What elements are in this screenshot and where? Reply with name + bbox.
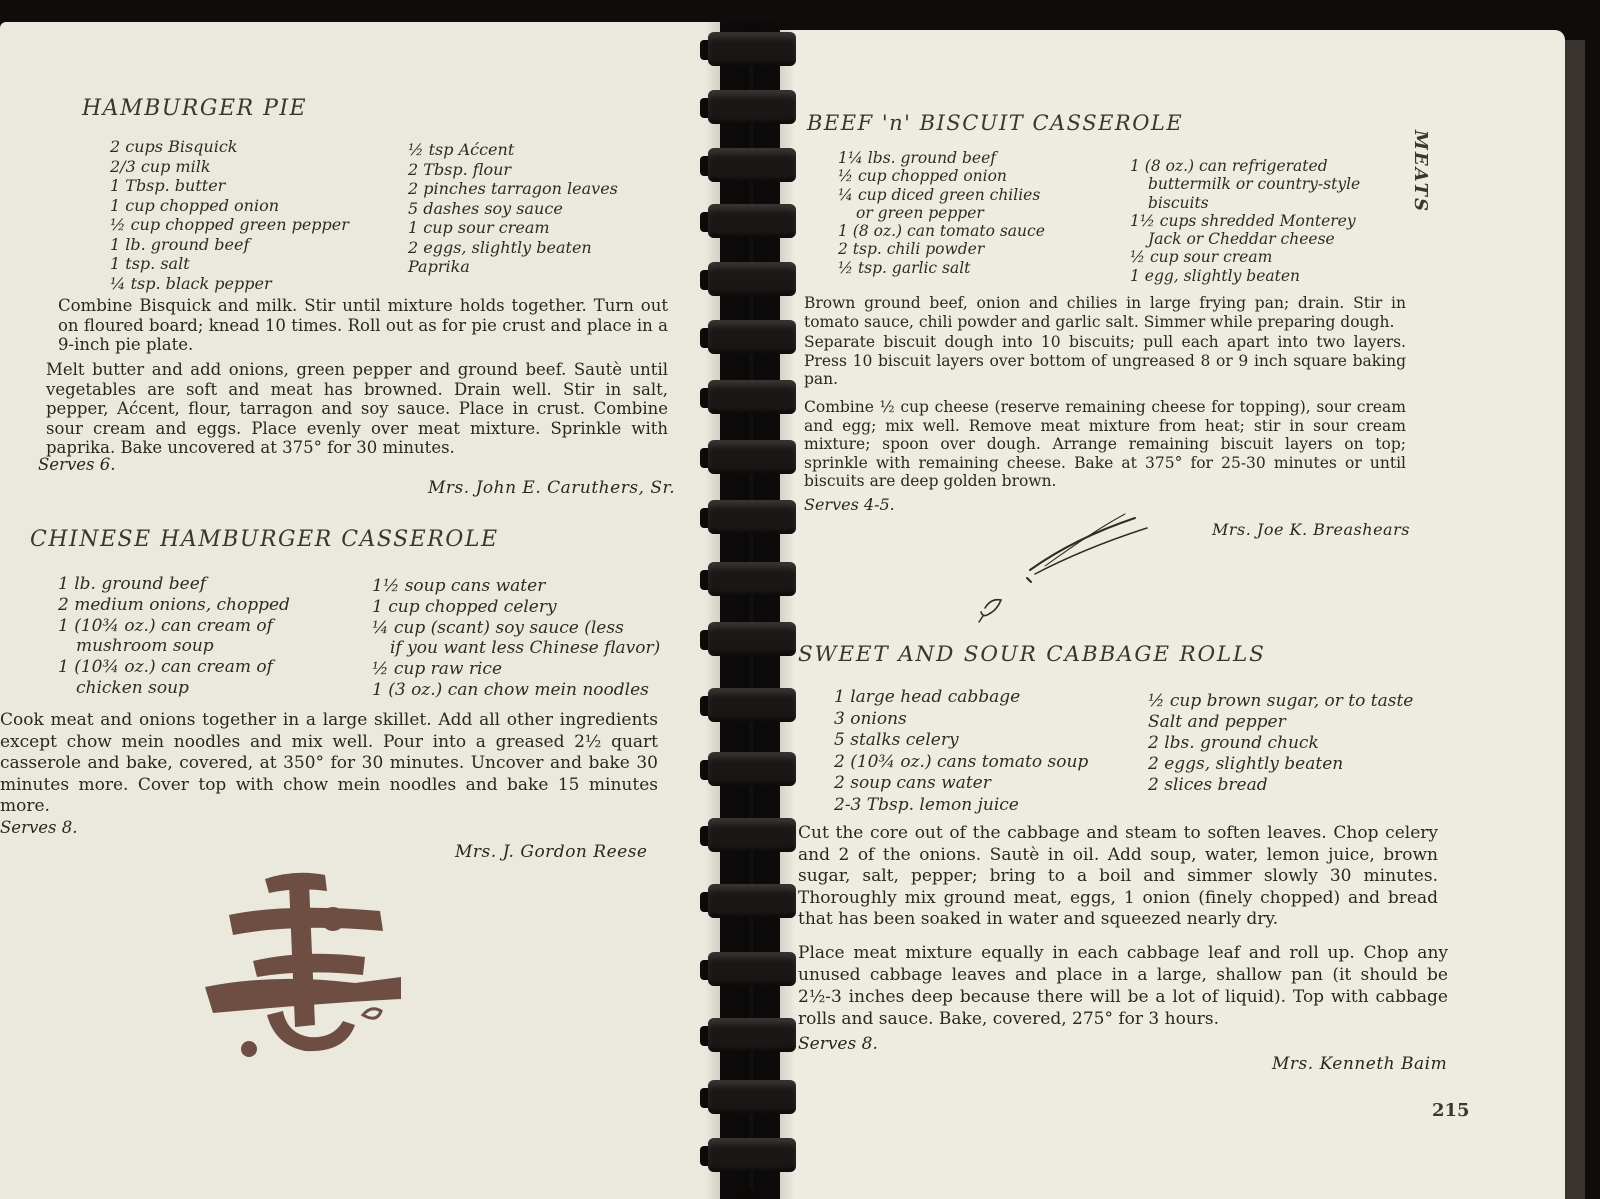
- binding-coil-ring: [708, 622, 796, 656]
- binding-coil-ring: [708, 752, 796, 786]
- ingredient: 1½ cups shredded Monterey: [1130, 211, 1356, 230]
- beef-biscuit-serves: Serves 4-5.: [804, 495, 895, 514]
- binding-coil-ring: [708, 688, 796, 722]
- ingredient: 1 cup chopped onion: [110, 195, 280, 215]
- binding-coil-ring: [708, 440, 796, 474]
- ingredient: Paprika: [408, 257, 470, 276]
- ingredient: mushroom soup: [76, 636, 214, 657]
- binding-coil-ring: [708, 148, 796, 182]
- ingredient: Salt and pepper: [1148, 712, 1286, 732]
- ingredient: 2 eggs, slightly beaten: [1148, 754, 1344, 774]
- cabbage-rolls-step-1: Cut the core out of the cabbage and steam to soften leaves. Chop celery and 2 of the onions. Sautè in oil. Add soup, water, lemon juice, brown sugar, salt, pepper; bring to a boil and simmer slowly 30 minutes. Thoroughly mix ground meat, eggs, 1 onion (finely chopped) and bread that has been soaked in water and squeezed nearly dry.: [798, 823, 1438, 930]
- book-edge: [1565, 40, 1585, 1199]
- chinese-casserole-signature: Mrs. J. Gordon Reese: [455, 842, 648, 862]
- ingredient: ½ tsp Aćcent: [408, 140, 515, 159]
- ingredient: 1 cup chopped celery: [372, 596, 557, 617]
- cabbage-rolls-step-2: Place meat mixture equally in each cabbage leaf and roll up. Chop any unused cabbage leaves and place in a large, shallow pan (it should be 2½-3 inches deep because there will be a lot of liquid). Top with cabbage rolls and sauce. Bake, covered, 275° for 3 hours.: [798, 943, 1448, 1029]
- ingredient: 1½ soup cans water: [372, 576, 546, 596]
- page-number: 215: [1432, 1100, 1470, 1121]
- hamburger-pie-signature: Mrs. John E. Caruthers, Sr.: [428, 478, 676, 498]
- ingredient: 2 medium onions, chopped: [58, 594, 290, 615]
- binding-coil-ring: [708, 90, 796, 124]
- binding-coil-ring: [708, 1080, 796, 1114]
- ingredient: 1¼ lbs. ground beef: [838, 149, 996, 167]
- hamburger-pie-step-1: Combine Bisquick and milk. Stir until mixture holds together. Turn out on floured board; knead 10 times. Roll out as for pie crust and place in a 9-inch pie plate.: [58, 296, 668, 354]
- ingredient: 1 lb. ground beef: [58, 574, 207, 594]
- ingredient: biscuits: [1148, 193, 1209, 212]
- beef-biscuit-ingredients-right: [1130, 157, 1360, 285]
- ingredient: 1 Tbsp. butter: [110, 176, 226, 195]
- ingredient: 2 soup cans water: [834, 773, 991, 793]
- ingredient: 5 dashes soy sauce: [408, 198, 563, 218]
- ingredient: 2 Tbsp. flour: [408, 159, 512, 179]
- recipe-title-hamburger-pie: HAMBURGER PIE: [82, 96, 308, 121]
- ingredient: ½ cup raw rice: [372, 659, 502, 680]
- binding-coil-ring: [708, 562, 796, 596]
- cabbage-rolls-ingredients-right: [1148, 691, 1413, 796]
- ingredient: 2 lbs. ground chuck: [1148, 733, 1319, 753]
- ingredient: 1 lb. ground beef: [110, 234, 250, 254]
- ingredient: 1 egg, slightly beaten: [1130, 266, 1301, 285]
- section-label: MEATS: [1410, 130, 1431, 214]
- calligraphy-ornament: [205, 865, 410, 1065]
- beef-biscuit-step-2: Separate biscuit dough into 10 biscuits; pull each apart into two layers. Press 10 biscuit layers over bottom of ungreased 8 or 9 inch square baking pan.: [804, 333, 1406, 388]
- ingredient: 2 eggs, slightly beaten: [408, 237, 592, 257]
- cabbage-rolls-ingredients-left: [834, 687, 1088, 816]
- ink-sketch-ornament: [975, 508, 1165, 628]
- recipe-title-chinese-casserole: CHINESE HAMBURGER CASSEROLE: [30, 527, 499, 552]
- chinese-casserole-serves: Serves 8.: [0, 818, 78, 837]
- recipe-title-beef-biscuit: BEEF 'n' BISCUIT CASSEROLE: [807, 111, 1184, 135]
- ingredient: 5 stalks celery: [834, 730, 959, 750]
- cabbage-rolls-serves: Serves 8.: [798, 1034, 878, 1054]
- chinese-casserole-ingredients-left: [58, 574, 290, 699]
- hamburger-pie-ingredients-right: [408, 140, 618, 277]
- ingredient: 1 (3 oz.) can chow mein noodles: [372, 679, 649, 700]
- ingredient: ¼ tsp. black pepper: [110, 273, 272, 293]
- hamburger-pie-step-2: Melt butter and add onions, green pepper and ground beef. Sautè until vegetables are soft and meat has browned. Drain well. Stir in salt, pepper, Aćcent, flour, tarragon and soy sauce. Place in crust. Combine sour cream and eggs. Place evenly over meat mixture. Sprinkle with paprika. Bake uncovered at 375° for 30 minutes.: [46, 360, 668, 457]
- ingredient: 3 onions: [834, 708, 907, 729]
- cabbage-rolls-signature: Mrs. Kenneth Baim: [1272, 1054, 1448, 1074]
- ingredient: 1 (8 oz.) can refrigerated: [1130, 157, 1328, 175]
- recipe-title-cabbage-rolls: SWEET AND SOUR CABBAGE ROLLS: [798, 642, 1266, 667]
- binding-coil-ring: [708, 262, 796, 296]
- ingredient: ½ cup brown sugar, or to taste: [1148, 691, 1414, 711]
- binding-coil-ring: [708, 204, 796, 238]
- hamburger-pie-serves: Serves 6.: [38, 455, 116, 474]
- ingredient: 1 tsp. salt: [110, 254, 190, 273]
- beef-biscuit-step-1: Brown ground beef, onion and chilies in large frying pan; drain. Stir in tomato sauce, chili powder and garlic salt. Simmer while preparing dough.: [804, 294, 1406, 331]
- ingredient: 2 tsp. chili powder: [838, 240, 985, 259]
- binding-coil-ring: [708, 952, 796, 986]
- ingredient: ½ cup sour cream: [1130, 248, 1273, 267]
- ingredient: ¼ cup (scant) soy sauce (less: [372, 617, 624, 638]
- ingredient: 1 large head cabbage: [834, 687, 1021, 707]
- ingredient: 2-3 Tbsp. lemon juice: [834, 794, 1019, 815]
- ingredient: 2/3 cup milk: [110, 156, 211, 176]
- ingredient: 2 cups Bisquick: [110, 137, 238, 156]
- ingredient: chicken soup: [76, 677, 189, 698]
- binding-coil-ring: [708, 32, 796, 66]
- ingredient: 1 (10¾ oz.) can cream of: [58, 657, 273, 678]
- binding-coil-ring: [708, 1138, 796, 1172]
- beef-biscuit-signature: Mrs. Joe K. Breashears: [1212, 520, 1410, 539]
- beef-biscuit-ingredients-left: [838, 149, 1045, 277]
- binding-coil-ring: [708, 320, 796, 354]
- binding-coil-ring: [708, 500, 796, 534]
- ingredient: 1 (8 oz.) can tomato sauce: [838, 222, 1045, 241]
- ingredient: 2 slices bread: [1148, 775, 1268, 795]
- ingredient: Jack or Cheddar cheese: [1148, 230, 1335, 249]
- binding-coil-ring: [708, 884, 796, 918]
- ingredient: ¼ cup diced green chilies: [838, 185, 1041, 204]
- ingredient: ½ cup chopped onion: [838, 167, 1007, 186]
- binding-coil-ring: [708, 380, 796, 414]
- ingredient: or green pepper: [856, 203, 984, 222]
- ingredient: 1 cup sour cream: [408, 218, 550, 237]
- chinese-casserole-step-1: Cook meat and onions together in a large skillet. Add all other ingredients except chow mein noodles and mix well. Pour into a greased 2½ quart casserole and bake, covered, at 350° for 30 minutes. Uncover and bake 30 minutes more. Cover top with chow mein noodles and bake 15 minutes more.: [0, 710, 658, 816]
- ingredient: 2 pinches tarragon leaves: [408, 179, 618, 198]
- ingredient: ½ tsp. garlic salt: [838, 258, 971, 277]
- ingredient: 1 (10¾ oz.) can cream of: [58, 615, 273, 636]
- beef-biscuit-step-3: Combine ½ cup cheese (reserve remaining cheese for topping), sour cream and egg; mix well. Remove meat mixture from heat; stir in sour cream mixture; spoon over dough. Arrange remaining biscuit layers on top; sprinkle with remaining cheese. Bake at 375° for 25-30 minutes or until biscuits are deep golden brown.: [804, 398, 1406, 490]
- binding-coil-ring: [708, 818, 796, 852]
- ingredient: buttermilk or country-style: [1148, 175, 1361, 194]
- binding-coil-ring: [708, 1018, 796, 1052]
- chinese-casserole-ingredients-right: [372, 576, 660, 701]
- hamburger-pie-ingredients-left: [110, 137, 349, 293]
- ingredient: if you want less Chinese flavor): [390, 638, 661, 659]
- ingredient: ½ cup chopped green pepper: [110, 215, 349, 234]
- ingredient: 2 (10¾ oz.) cans tomato soup: [834, 751, 1089, 772]
